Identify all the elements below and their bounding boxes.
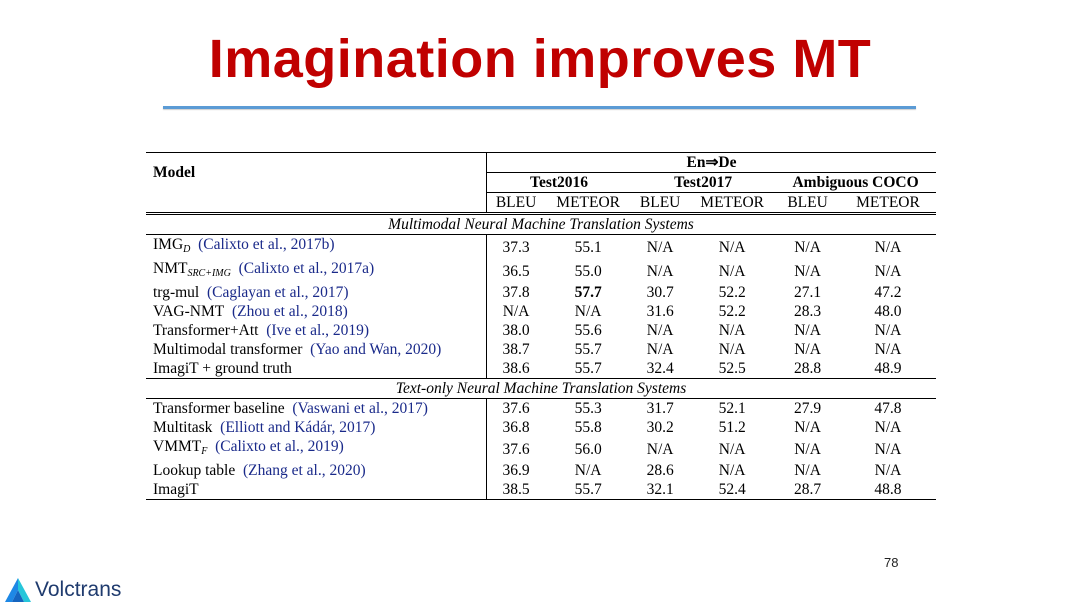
score-cell: N/A [874, 322, 902, 339]
table-row [146, 418, 936, 437]
score-cell: 48.0 [874, 303, 902, 320]
model-cell [146, 418, 487, 437]
page-number: 78 [884, 555, 899, 570]
table-row [146, 259, 936, 283]
score-cell: N/A [874, 440, 902, 458]
header-row-metrics [146, 193, 936, 214]
score-cell: N/A [718, 238, 746, 256]
score-cell: 55.0 [574, 262, 602, 280]
score-cell: 30.2 [646, 419, 674, 436]
model-cell [146, 359, 487, 379]
citation-link[interactable]: (Elliott and Kádár, 2017) [220, 419, 376, 436]
model-cell [146, 302, 487, 321]
score-cell: N/A [874, 238, 902, 256]
citation-link[interactable]: (Vaswani et al., 2017) [292, 400, 428, 417]
score-cell: 37.6 [502, 400, 530, 417]
score-cell: N/A [574, 303, 602, 320]
model-cell [146, 340, 487, 359]
model-name: Multimodal transformer [153, 341, 303, 358]
score-cell: 36.5 [502, 262, 530, 280]
score-cell: 52.5 [718, 360, 746, 377]
score-cell: N/A [718, 341, 746, 358]
slide-title: Imagination improves MT [208, 29, 872, 89]
citation-link[interactable]: (Calixto et al., 2019) [215, 438, 344, 455]
score-cell: 51.2 [718, 419, 746, 436]
score-cell: N/A [646, 238, 674, 256]
model-cell [146, 235, 487, 260]
score-cell: N/A [646, 440, 674, 458]
model-name: ImagiT [153, 481, 199, 498]
model-cell [146, 321, 487, 340]
score-cell: N/A [718, 322, 746, 339]
score-cell: N/A [794, 322, 821, 339]
score-cell: 28.7 [775, 480, 840, 500]
model-name: Transformer baseline [153, 400, 285, 417]
group-header-test2016: Test2016 [530, 174, 589, 191]
model-name: Transformer+Att [153, 322, 259, 339]
score-cell: N/A [646, 341, 674, 358]
score-cell: 38.7 [502, 341, 530, 358]
model-subscript: F [201, 446, 208, 457]
model-name: VMMT [153, 438, 202, 455]
model-cell [146, 461, 487, 480]
score-cell: 31.7 [646, 400, 674, 417]
table-row [146, 399, 936, 419]
score-cell: 32.1 [631, 480, 689, 500]
score-cell: 38.6 [502, 360, 530, 377]
table-row [146, 437, 936, 461]
volctrans-logo [4, 576, 121, 604]
table-row [146, 321, 936, 340]
score-cell: 57.7 [574, 284, 602, 301]
score-cell: 48.8 [840, 480, 936, 500]
score-cell: N/A [794, 419, 821, 436]
title-underline [163, 106, 916, 109]
citation-link[interactable]: (Ive et al., 2019) [266, 322, 370, 339]
score-cell: 52.4 [689, 480, 775, 500]
score-cell: N/A [794, 262, 821, 280]
score-cell: 55.8 [574, 419, 602, 436]
table-row [146, 461, 936, 480]
section-header-row [146, 214, 936, 235]
metric-header: BLEU [487, 193, 546, 214]
score-cell: N/A [874, 341, 902, 358]
section-title: Multimodal Neural Machine Translation Systems [146, 214, 936, 235]
score-cell: 38.0 [502, 322, 530, 339]
score-cell: 37.3 [502, 238, 530, 256]
table-row [146, 283, 936, 302]
group-header-test2017: Test2017 [674, 174, 733, 191]
score-cell: N/A [794, 462, 821, 479]
lang-pair-header: En⇒De [487, 153, 937, 173]
score-cell: N/A [646, 322, 674, 339]
table-row [146, 480, 936, 500]
score-cell: 52.2 [718, 303, 746, 320]
score-cell: 27.9 [793, 400, 822, 417]
score-cell: 55.7 [574, 341, 602, 358]
score-cell: 48.9 [874, 360, 902, 377]
metric-header: METEOR [840, 193, 936, 214]
citation-link[interactable]: (Zhang et al., 2020) [242, 462, 366, 479]
score-cell: 55.7 [545, 480, 631, 500]
metric-header: BLEU [631, 193, 689, 214]
model-cell [146, 480, 487, 500]
score-cell: 56.0 [574, 440, 602, 458]
score-cell: 52.2 [718, 284, 746, 301]
citation-link[interactable]: (Caglayan et al., 2017) [206, 284, 349, 301]
results-table [146, 152, 936, 500]
score-cell: 37.6 [502, 440, 530, 458]
score-cell: 47.8 [874, 400, 902, 417]
table-row [146, 359, 936, 379]
score-cell: 28.8 [793, 360, 822, 377]
model-name: IMG [153, 236, 184, 253]
model-name: VAG-NMT [153, 303, 225, 320]
score-cell: N/A [794, 238, 821, 256]
citation-link[interactable]: (Zhou et al., 2018) [231, 303, 348, 320]
table-row [146, 302, 936, 321]
table-body [146, 214, 936, 500]
metric-header: BLEU [775, 193, 840, 214]
model-cell [146, 437, 487, 461]
score-cell: 38.5 [487, 480, 546, 500]
metric-header: METEOR [545, 193, 631, 214]
score-cell: 36.9 [502, 462, 530, 479]
model-cell [146, 399, 487, 419]
score-cell: 47.2 [874, 284, 902, 301]
model-cell [146, 259, 487, 283]
score-cell: N/A [794, 440, 821, 458]
score-cell: 28.6 [646, 462, 674, 479]
table-row [146, 340, 936, 359]
score-cell: 37.8 [502, 284, 530, 301]
volctrans-logo-icon [4, 577, 32, 603]
score-cell: N/A [718, 462, 746, 479]
score-cell: 55.1 [574, 238, 602, 256]
score-cell: 55.6 [574, 322, 602, 339]
score-cell: 30.7 [646, 284, 674, 301]
score-cell: N/A [646, 262, 674, 280]
section-title: Text-only Neural Machine Translation Systems [146, 379, 936, 399]
model-subscript: D [183, 244, 191, 255]
score-cell: 55.3 [574, 400, 602, 417]
score-cell: 28.3 [793, 303, 822, 320]
citation-link[interactable]: (Calixto et al., 2017b) [198, 236, 335, 253]
section-header-row [146, 379, 936, 399]
header-row-lang [146, 153, 936, 173]
model-name: trg-mul [153, 284, 200, 301]
score-cell: N/A [874, 419, 902, 436]
metric-header: METEOR [689, 193, 775, 214]
model-name: NMT [153, 260, 188, 277]
score-cell: 52.1 [718, 400, 746, 417]
model-header: Model [146, 153, 487, 193]
citation-link[interactable]: (Calixto et al., 2017a) [238, 260, 375, 277]
score-cell: N/A [718, 262, 746, 280]
score-cell: 32.4 [646, 360, 674, 377]
results-table-container [146, 152, 936, 500]
score-cell: 27.1 [793, 284, 822, 301]
model-cell [146, 283, 487, 302]
model-name: Multitask [153, 419, 213, 436]
score-cell: N/A [502, 303, 530, 320]
score-cell: N/A [874, 462, 902, 479]
score-cell: 55.7 [574, 360, 602, 377]
score-cell: N/A [874, 262, 902, 280]
volctrans-logo-text: Volctrans [35, 578, 122, 601]
table-row [146, 235, 936, 260]
score-cell: 31.6 [646, 303, 674, 320]
score-cell: N/A [794, 341, 821, 358]
group-header-ambiguous-coco: Ambiguous COCO [792, 174, 919, 191]
score-cell: N/A [574, 462, 602, 479]
model-name: ImagiT + ground truth [153, 360, 292, 377]
model-subscript: SRC+IMG [187, 268, 231, 279]
model-name: Lookup table [153, 462, 236, 479]
score-cell: N/A [718, 440, 746, 458]
score-cell: 36.8 [502, 419, 530, 436]
citation-link[interactable]: (Yao and Wan, 2020) [310, 341, 442, 358]
